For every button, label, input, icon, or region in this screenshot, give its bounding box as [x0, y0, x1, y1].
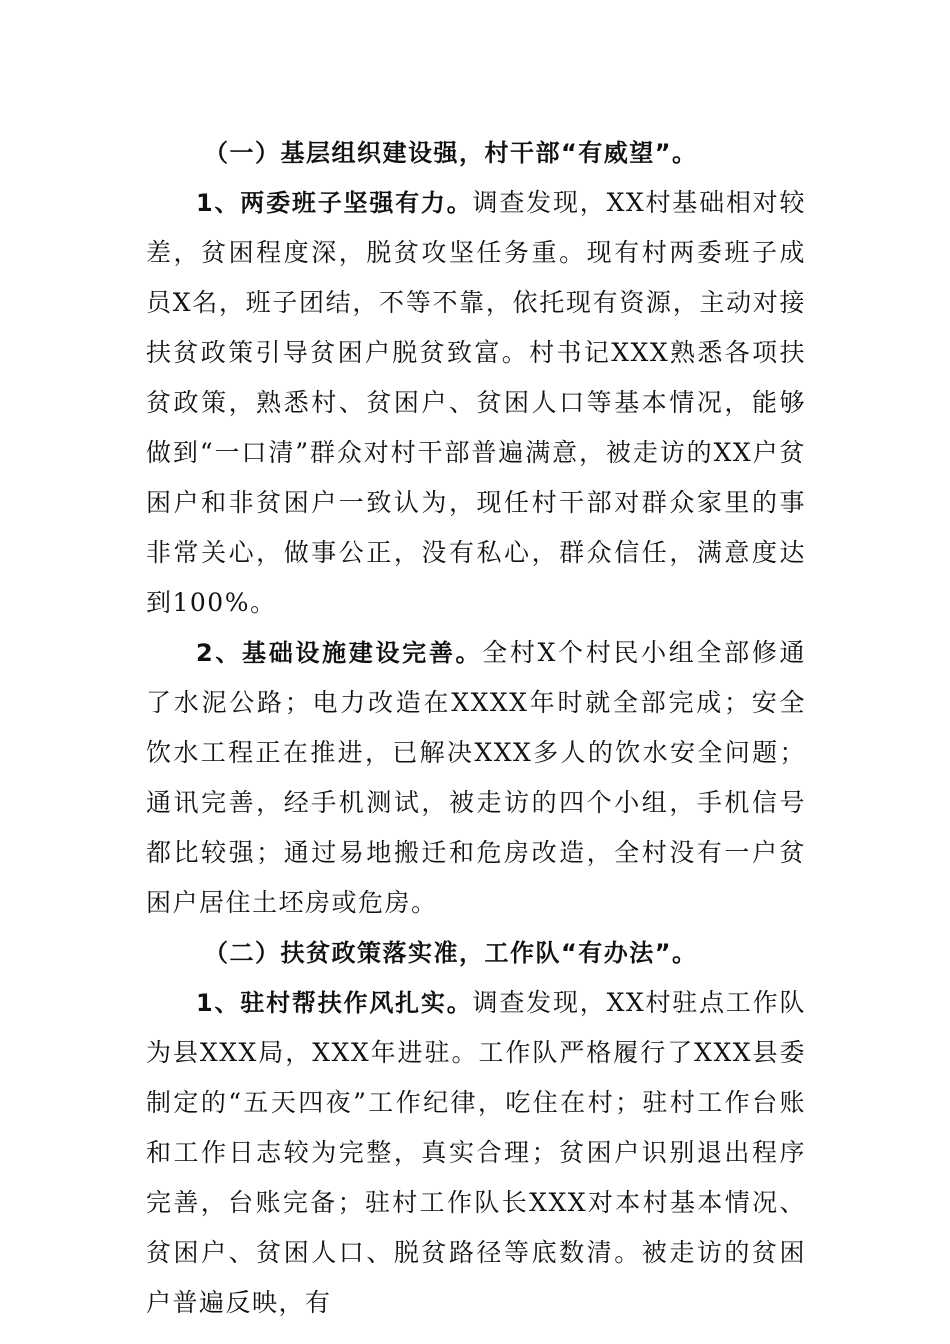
paragraph-2 — [146, 628, 806, 928]
paragraph-3 — [146, 978, 806, 1328]
paragraph-lead-2: 2、基础设施建设完善。 — [196, 639, 483, 667]
paragraph-text-1: 调查发现，XX村基础相对较差，贫困程度深，脱贫攻坚任务重。现有村两委班子成员X名，班子团结，不等不靠，依托现有资源，主动对接扶贫政策引导贫困户脱贫致富。村书记XXX熟悉各项扶贫政策，熟悉村、贫困户、贫困人口等基本情况，能够做到“一口清”群众对村干部普遍满意，被走访的XX户贫困户和非贫困户一致认为，现任村干部对群众家里的事非常关心，做事公正，没有私心，群众信任，满意度达到100%。 — [146, 188, 806, 617]
paragraph-text-2: 全村X个村民小组全部修通了水泥公路；电力改造在XXXX年时就全部完成；安全饮水工程正在推进，已解决XXX多人的饮水安全问题；通讯完善，经手机测试，被走访的四个小组，手机信号都比较强；通过易地搬迁和危房改造，全村没有一户贫困户居住土坯房或危房。 — [146, 638, 806, 917]
paragraph-lead-3: 1、驻村帮扶作风扎实。 — [196, 989, 473, 1017]
paragraph-1 — [146, 178, 806, 628]
section-heading-1: （一）基层组织建设强，村干部“有威望”。 — [204, 139, 698, 167]
paragraph-lead-1: 1、两委班子坚强有力。 — [196, 189, 473, 217]
section-heading-2: （二）扶贫政策落实准，工作队“有办法”。 — [204, 939, 698, 967]
paragraph-text-3: 调查发现，XX村驻点工作队为县XXX局，XXX年进驻。工作队严格履行了XXX县委制定的“五天四夜”工作纪律，吃住在村；驻村工作台账和工作日志较为完整，真实合理；贫困户识别退出程序完善，台账完备；驻村工作队长XXX对本村基本情况、贫困户、贫困人口、脱贫路径等底数清。被走访的贫困户普遍反映，有 — [146, 988, 806, 1317]
document-body — [146, 128, 806, 1328]
